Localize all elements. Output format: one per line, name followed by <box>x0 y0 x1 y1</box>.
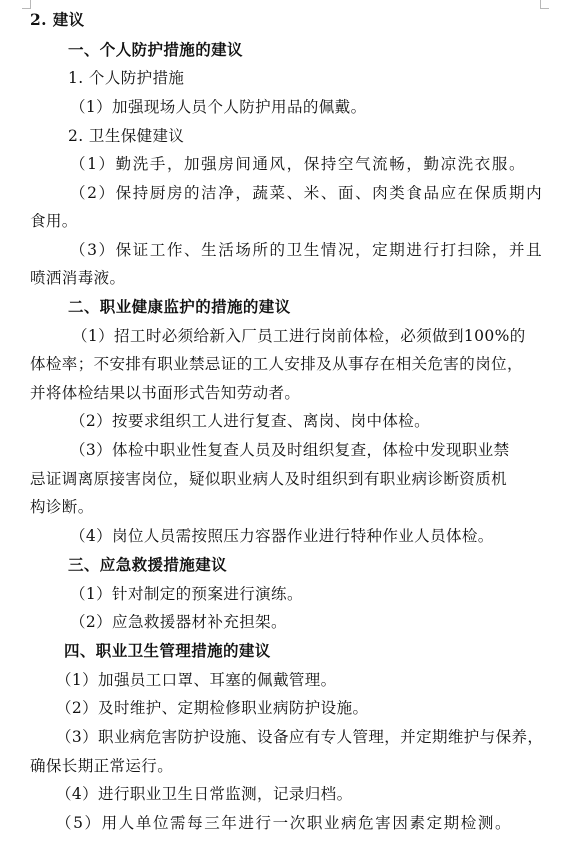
margin-corner-mark-left <box>22 0 31 9</box>
section-4-line-3: （3）职业病危害防护设施、设备应有专人管理，并定期维护与保养， <box>56 728 544 746</box>
section-2-line-5: （3）体检中职业性复查人员及时组织复查，体检中发现职业禁 <box>70 441 510 459</box>
section-3-line-1: （1）针对制定的预案进行演练。 <box>70 585 303 603</box>
section-4-line-4: 确保长期正常运行。 <box>30 757 174 775</box>
section-2-line-1: （1）招工时必须给新入厂员工进行岗前体检，必须做到100%的 <box>72 327 526 345</box>
section-1-line-1: 1. 个人防护措施 <box>68 69 185 87</box>
document-heading: 2. 建议 <box>30 10 85 29</box>
margin-corner-mark-right <box>540 0 549 9</box>
section-2-line-8: （4）岗位人员需按照压力容器作业进行特种作业人员体检。 <box>70 527 494 545</box>
section-1-line-3: 2. 卫生保健建议 <box>68 127 185 145</box>
section-4-line-5: （4）进行职业卫生日常监测，记录归档。 <box>56 785 353 803</box>
section-1-line-8: 喷洒消毒液。 <box>30 269 126 287</box>
section-4-line-6: （5）用人单位需每三年进行一次职业病危害因素定期检测。 <box>56 814 513 832</box>
section-1-line-6: 食用。 <box>30 212 78 230</box>
section-4-title: 四、职业卫生管理措施的建议 <box>64 641 271 660</box>
section-2-line-7: 构诊断。 <box>30 498 94 516</box>
section-1-line-2: （1）加强现场人员个人防护用品的佩戴。 <box>70 98 367 116</box>
section-4-line-1: （1）加强员工口罩、耳塞的佩戴管理。 <box>56 671 337 689</box>
section-1-title: 一、个人防护措施的建议 <box>68 40 243 59</box>
section-3-line-2: （2）应急救援器材补充担架。 <box>70 613 287 631</box>
section-2-line-6: 忌证调离原接害岗位，疑似职业病人及时组织到有职业病诊断资质机 <box>30 470 508 488</box>
section-4-line-2: （2）及时维护、定期检修职业病防护设施。 <box>56 699 369 717</box>
section-1-line-7: （3）保证工作、生活场所的卫生情况，定期进行打扫除，并且 <box>70 241 544 259</box>
section-1-line-5: （2）保持厨房的洁净，蔬菜、米、面、肉类食品应在保质期内 <box>70 184 544 202</box>
section-2-title: 二、职业健康监护的措施的建议 <box>68 297 291 316</box>
section-3-title: 三、应急救援措施建议 <box>68 555 228 574</box>
section-1-line-4: （1）勤洗手，加强房间通风，保持空气流畅，勤凉洗衣服。 <box>70 155 527 173</box>
section-2-line-3: 并将体检结果以书面形式告知劳动者。 <box>30 384 301 402</box>
section-2-line-2: 体检率；不安排有职业禁忌证的工人安排及从事存在相关危害的岗位， <box>30 355 523 373</box>
section-2-line-4: （2）按要求组织工人进行复查、离岗、岗中体检。 <box>70 412 431 430</box>
